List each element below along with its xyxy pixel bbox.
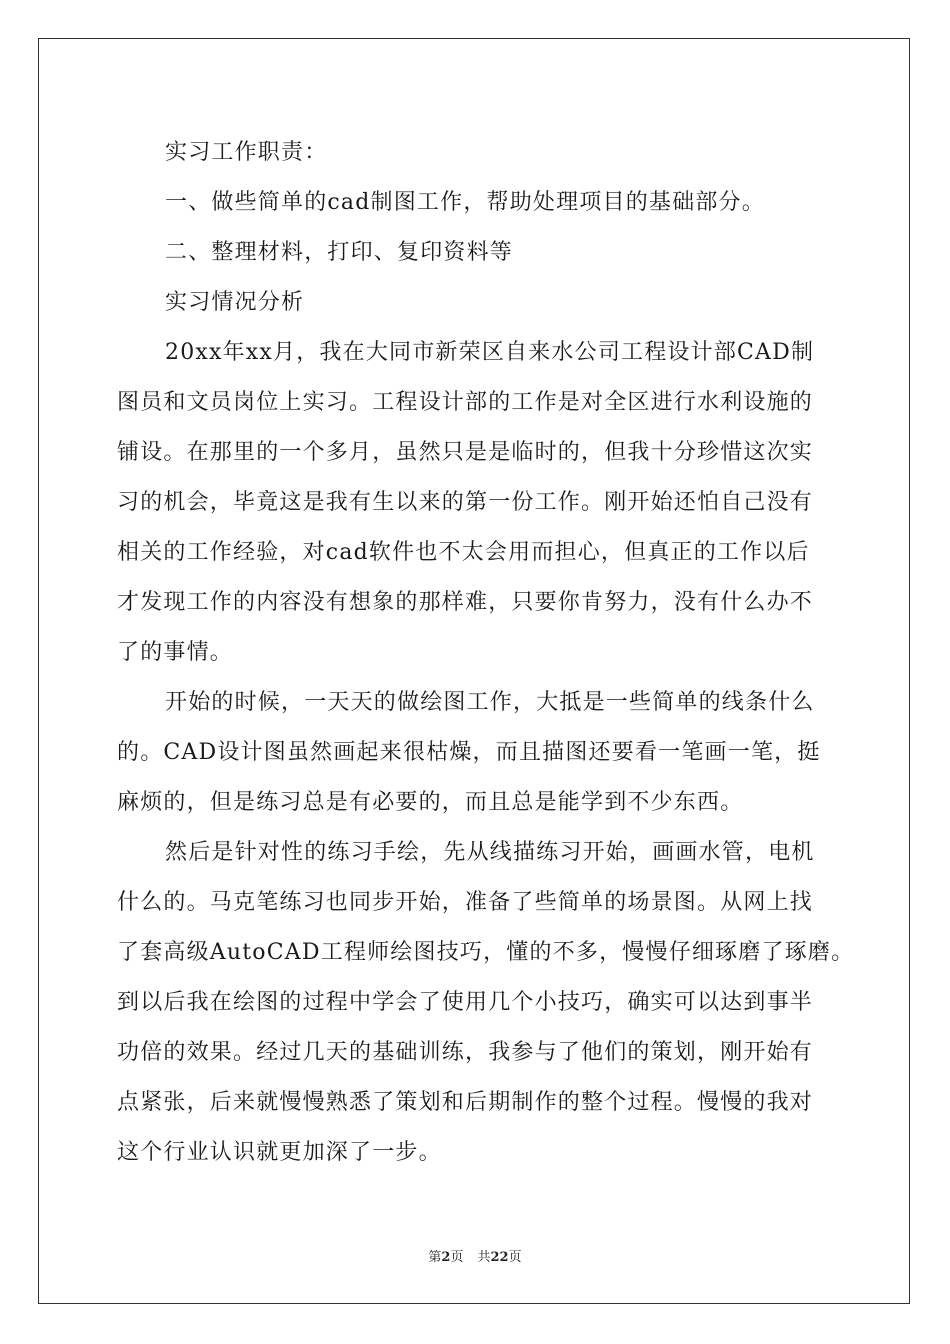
heading-internship-duties: 实习工作职责： <box>165 140 328 165</box>
heading-internship-analysis: 实习情况分析 <box>165 290 305 315</box>
paragraph-line: 然后是针对性的练习手绘，先从线描练习开始，画画水管，电机 <box>165 840 815 865</box>
paragraph-line: 了的事情。 <box>117 640 234 665</box>
duty-item-1: 一、做些简单的cad制图工作，帮助处理项目的基础部分。 <box>165 190 765 215</box>
paragraph-line: 20xx年xx月，我在大同市新荣区自来水公司工程设计部CAD制 <box>165 340 815 365</box>
paragraph-line: 点紧张，后来就慢慢熟悉了策划和后期制作的整个过程。慢慢的我对 <box>117 1090 814 1115</box>
paragraph-line: 铺设。在那里的一个多月，虽然只是是临时的，但我十分珍惜这次实 <box>117 440 814 465</box>
paragraph-line: 习的机会，毕竟这是我有生以来的第一份工作。刚开始还怕自己没有 <box>117 490 814 515</box>
page-label-prefix: 第 <box>428 1250 442 1265</box>
page-label-suffix: 页 <box>450 1250 464 1265</box>
paragraph-line: 开始的时候，一天天的做绘图工作，大抵是一些简单的线条什么 <box>165 690 815 715</box>
paragraph-line: 麻烦的，但是练习总是有必要的，而且总是能学到不少东西。 <box>117 790 744 815</box>
duty-item-2: 二、整理材料，打印、复印资料等 <box>165 240 514 265</box>
paragraph-line: 这个行业认识就更加深了一步。 <box>117 1140 442 1165</box>
page-number: 2 <box>441 1250 451 1265</box>
page-footer <box>0 1246 950 1265</box>
paragraph-line: 的。CAD设计图虽然画起来很枯燥，而且描图还要看一笔画一笔，挺 <box>117 740 821 765</box>
paragraph-line: 了套高级AutoCAD工程师绘图技巧，懂的不多，慢慢仔细琢磨了琢磨。 <box>117 940 855 965</box>
paragraph-line: 图员和文员岗位上实习。工程设计部的工作是对全区进行水利设施的 <box>117 390 814 415</box>
total-label-suffix: 页 <box>508 1250 522 1265</box>
paragraph-line: 什么的。马克笔练习也同步开始，准备了些简单的场景图。从网上找 <box>117 890 814 915</box>
document-body <box>117 128 855 1178</box>
paragraph-line: 到以后我在绘图的过程中学会了使用几个小技巧，确实可以达到事半 <box>117 990 814 1015</box>
total-label-prefix: 共 <box>477 1250 491 1265</box>
total-pages: 22 <box>490 1250 509 1265</box>
paragraph-line: 相关的工作经验，对cad软件也不太会用而担心，但真正的工作以后 <box>117 540 810 565</box>
paragraph-line: 才发现工作的内容没有想象的那样难，只要你肯努力，没有什么办不 <box>117 590 814 615</box>
paragraph-line: 功倍的效果。经过几天的基础训练，我参与了他们的策划，刚开始有 <box>117 1040 814 1065</box>
